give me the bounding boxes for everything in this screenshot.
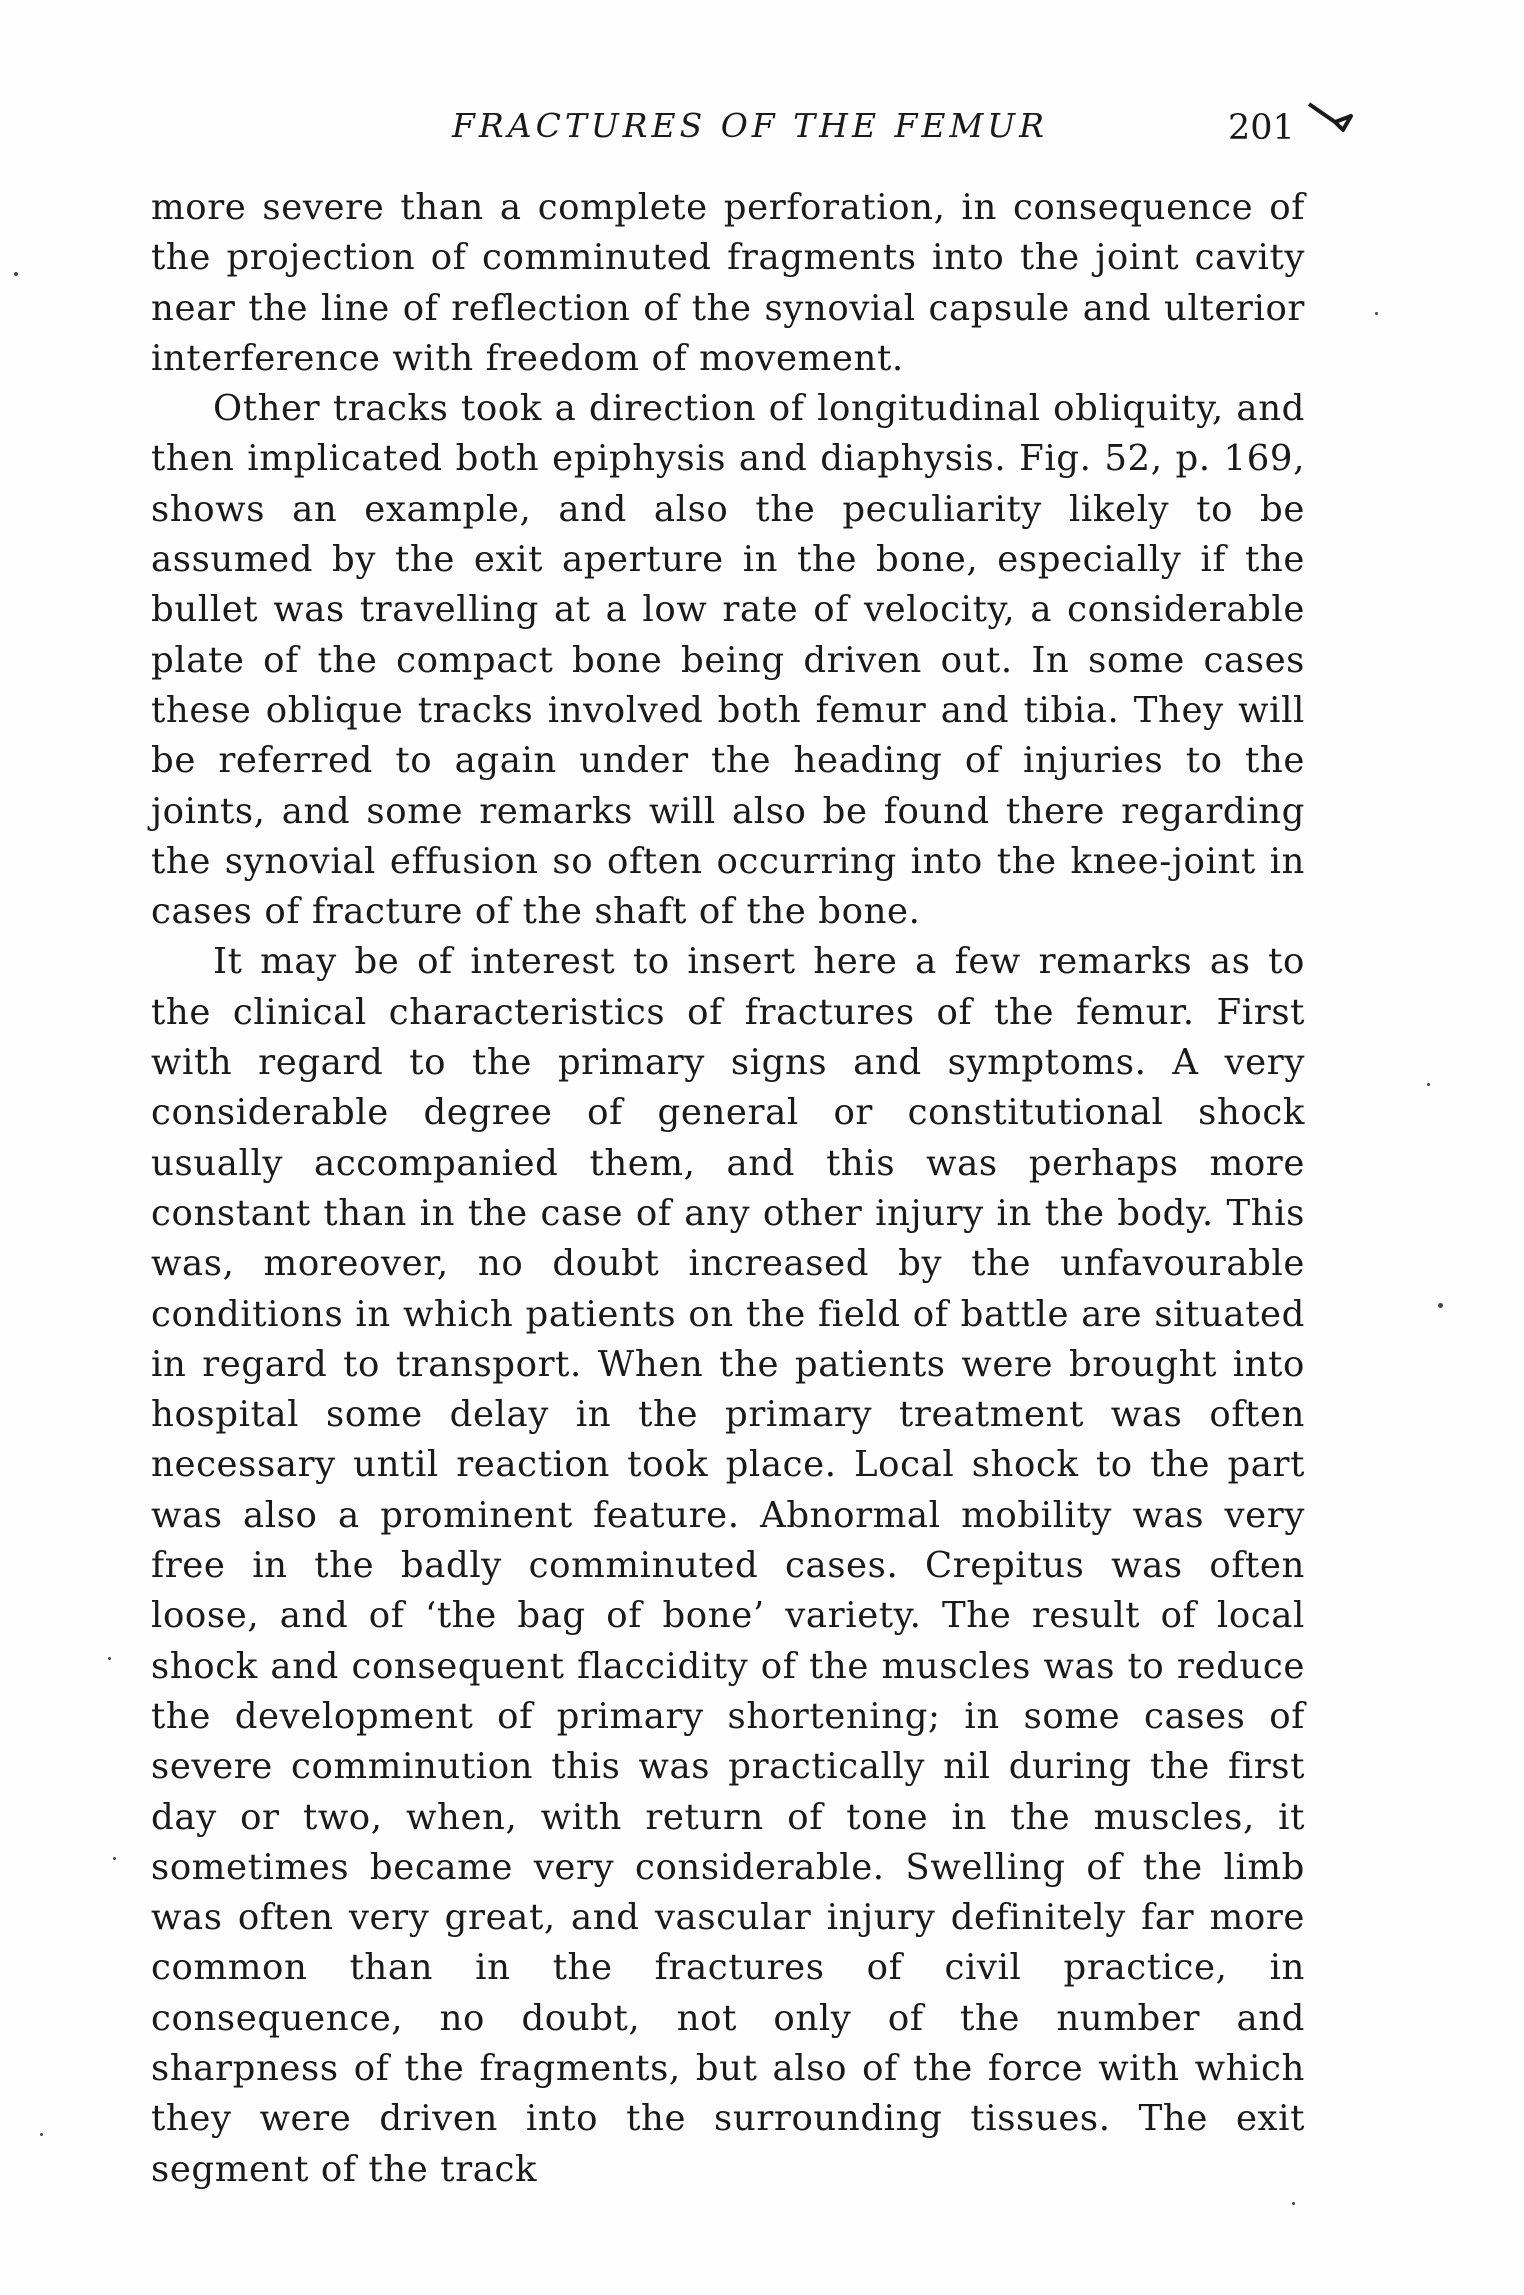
paper-speck <box>108 1657 111 1660</box>
pencil-tick-mark-icon <box>1305 100 1355 134</box>
running-head-title: FRACTURES OF THE FEMUR <box>452 106 1048 145</box>
body-text <box>151 183 1305 2195</box>
paragraph-clinical-characteristics: It may be of interest to insert here a few remarks as to the clinical characteristics of fractures of the femur. First with regard to the primary signs and symptoms. A very considerable degree of general or constitutional shock usually accompanied them, and this was perhaps more constant than in the case of any other injury in the body. This was, moreover, no doubt increased by the unfavourable conditions in which patients on the field of battle are situated in regard to transport. When the patients were brought into hospital some delay in the primary treatment was often necessary until reaction took place. Local shock to the part was also a prominent feature. Abnormal mobility was very free in the badly comminuted cases. Crepitus was often loose, and of ‘the bag of bone’ variety. The result of local shock and consequent flaccidity of the muscles was to reduce the development of primary shortening; in some cases of severe comminution this was practically nil during the first day or two, when, with return of tone in the muscles, it sometimes became very considerable. Swelling of the limb was often very great, and vascular injury definitely far more common than in the fractures of civil practice, in consequence, no doubt, not only of the number and sharpness of the fragments, but also of the force with which they were driven into the surrounding tissues. The exit segment of the track <box>151 941 1305 2190</box>
paper-speck <box>1427 1083 1430 1086</box>
paper-speck <box>113 1857 116 1860</box>
page-number: 201 <box>1228 108 1295 148</box>
paragraph-continuation: more severe than a complete perforation, in consequence of the projection of comminuted fragments into the joint cavity near the line of reflection of the synovial capsule and ulterior interference with freedom of movement. <box>151 187 1305 379</box>
paper-speck <box>1375 312 1378 315</box>
paper-speck <box>14 272 18 276</box>
paragraph-oblique-tracks: Other tracks took a direction of longitudinal obliquity, and then implicated both epiphysis and diaphysis. Fig. 52, p. 169, shows an example, and also the peculiarity likely to be assumed by the exit aperture in the bone, especially if the bullet was travelling at a low rate of velocity, a considerable plate of the compact bone being driven out. In some cases these oblique tracks involved both femur and tibia. They will be referred to again under the heading of injuries to the joints, and some remarks will also be found there regarding the synovial effusion so often occurring into the knee-joint in cases of fracture of the shaft of the bone. <box>151 388 1305 933</box>
paper-speck <box>1292 2202 1295 2205</box>
paper-speck <box>1438 1303 1443 1308</box>
paper-speck <box>40 2133 43 2136</box>
